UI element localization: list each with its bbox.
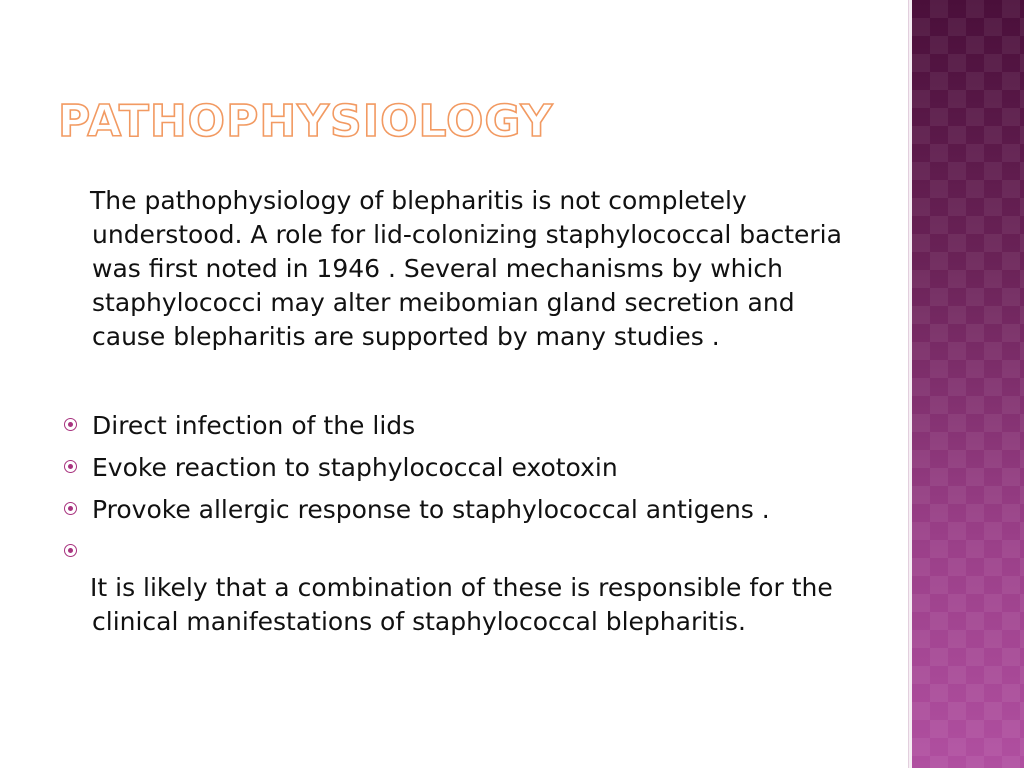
bullet-text: Evoke reaction to staphylococcal exotoxin bbox=[92, 453, 618, 482]
bullet-item bbox=[62, 489, 862, 531]
closing-paragraph bbox=[62, 571, 862, 639]
decorative-side-panel bbox=[912, 0, 1024, 768]
bullet-item bbox=[62, 405, 862, 447]
circled-dot-bullet-icon bbox=[64, 418, 77, 431]
closing-text: It is likely that a combination of these is responsible for the clinical manifestations of staphylococcal blepharitis. bbox=[90, 573, 833, 636]
bullet-item bbox=[62, 447, 862, 489]
slide-title: PATHOPHYSIOLOGY bbox=[58, 96, 554, 147]
intro-paragraph bbox=[62, 184, 862, 354]
intro-text: The pathophysiology of blepharitis is not completely understood. A role for lid-colonizing staphylococcal bacteria was first noted in 1946 . Several mechanisms by which staphylococci may alter meibomian gland secretion and cause blepharitis are supported by many studies . bbox=[90, 186, 842, 351]
bullet-text: Provoke allergic response to staphylococcal antigens . bbox=[92, 495, 770, 524]
bullet-text: Direct infection of the lids bbox=[92, 411, 416, 440]
slide-content bbox=[62, 184, 862, 639]
bullet-item bbox=[62, 531, 862, 573]
bullet-list bbox=[62, 405, 862, 573]
circled-dot-bullet-icon bbox=[64, 502, 77, 515]
circled-dot-bullet-icon bbox=[64, 544, 77, 557]
circled-dot-bullet-icon bbox=[64, 460, 77, 473]
